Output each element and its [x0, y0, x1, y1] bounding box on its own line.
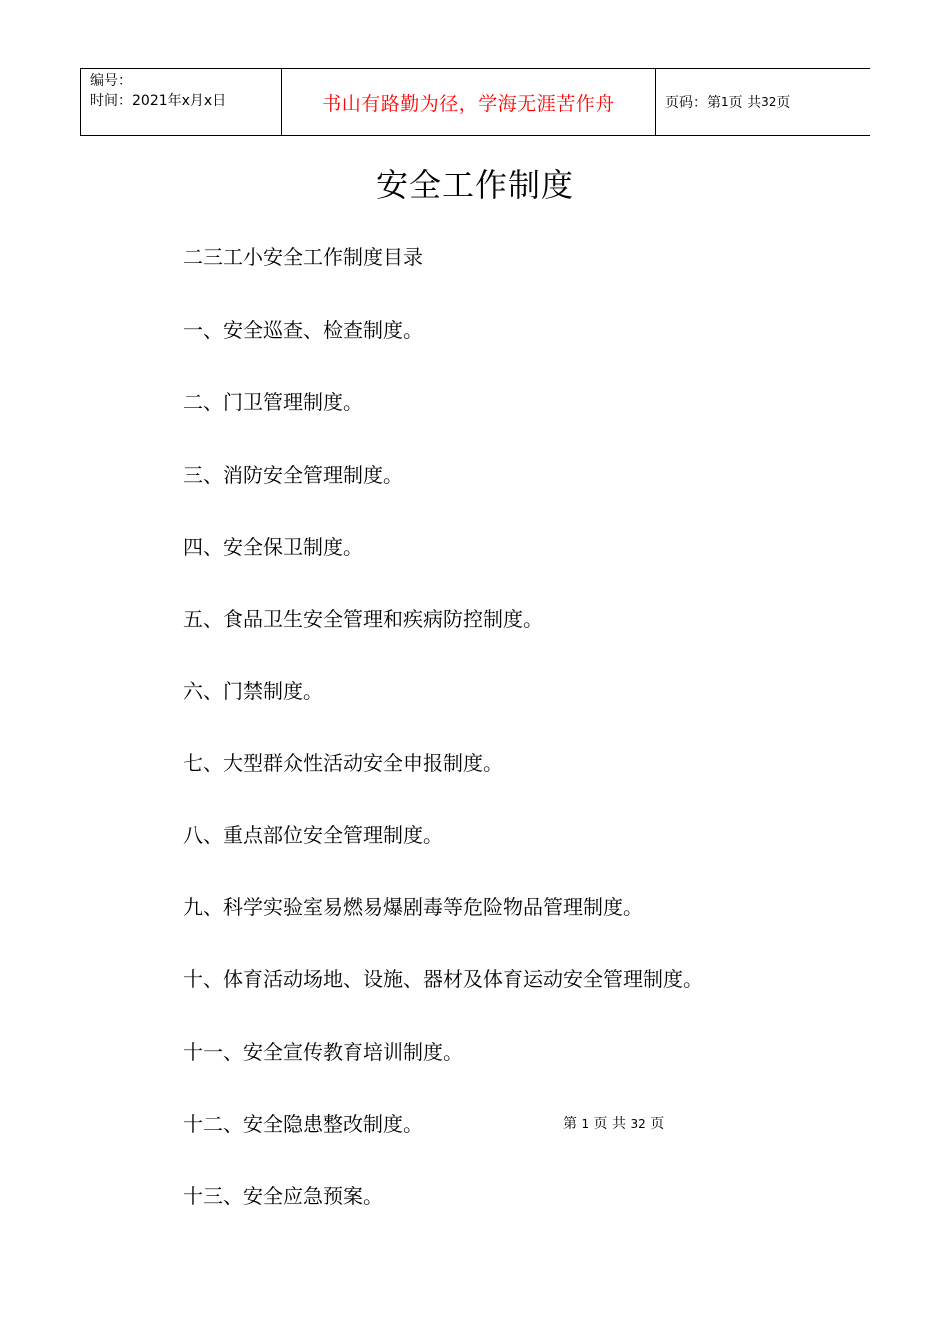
toc-item: 九、科学实验室易燃易爆剧毒等危险物品管理制度。 [183, 895, 643, 919]
toc-item: 三、消防安全管理制度。 [183, 463, 403, 487]
footer-middle: 页 共 [593, 1116, 626, 1132]
toc-item: 十一、安全宣传教育培训制度。 [183, 1040, 463, 1064]
page-current: 1 [721, 95, 729, 109]
toc-item: 十、体育活动场地、设施、器材及体育运动安全管理制度。 [183, 967, 703, 991]
toc-item: 八、重点部位安全管理制度。 [183, 823, 443, 847]
header-page-cell [656, 69, 870, 135]
footer-page-number [563, 1113, 664, 1133]
toc-item: 六、门禁制度。 [183, 679, 323, 703]
toc-item: 四、安全保卫制度。 [183, 535, 363, 559]
motto-text: 书山有路勤为径，学海无涯苦作舟 [322, 92, 615, 115]
footer-total: 32 [630, 1117, 646, 1131]
page-middle: 页 共 [728, 95, 762, 111]
toc-item: 五、食品卫生安全管理和疾病防控制度。 [183, 607, 543, 631]
header-meta-cell [81, 69, 282, 135]
toc-item: 一、安全巡查、检查制度。 [183, 318, 423, 342]
toc-item: 二、门卫管理制度。 [183, 390, 363, 414]
page-prefix: 页码：第 [665, 95, 721, 111]
footer-suffix: 页 [650, 1116, 665, 1132]
toc-item: 十二、安全隐患整改制度。 [183, 1112, 423, 1136]
footer-prefix: 第 [563, 1116, 577, 1132]
code-label: 编号： [90, 73, 132, 89]
document-header [80, 68, 870, 136]
page-total: 32 [761, 95, 777, 109]
page-suffix: 页 [776, 95, 791, 111]
toc-heading: 二三工小安全工作制度目录 [183, 245, 423, 269]
toc-item: 七、大型群众性活动安全申报制度。 [183, 751, 503, 775]
header-motto-cell [282, 69, 656, 135]
document-title: 安全工作制度 [375, 166, 574, 204]
toc-item: 十三、安全应急预案。 [183, 1184, 383, 1208]
footer-current: 1 [581, 1117, 590, 1131]
time-label: 时间：2021年x月x日 [90, 93, 227, 109]
